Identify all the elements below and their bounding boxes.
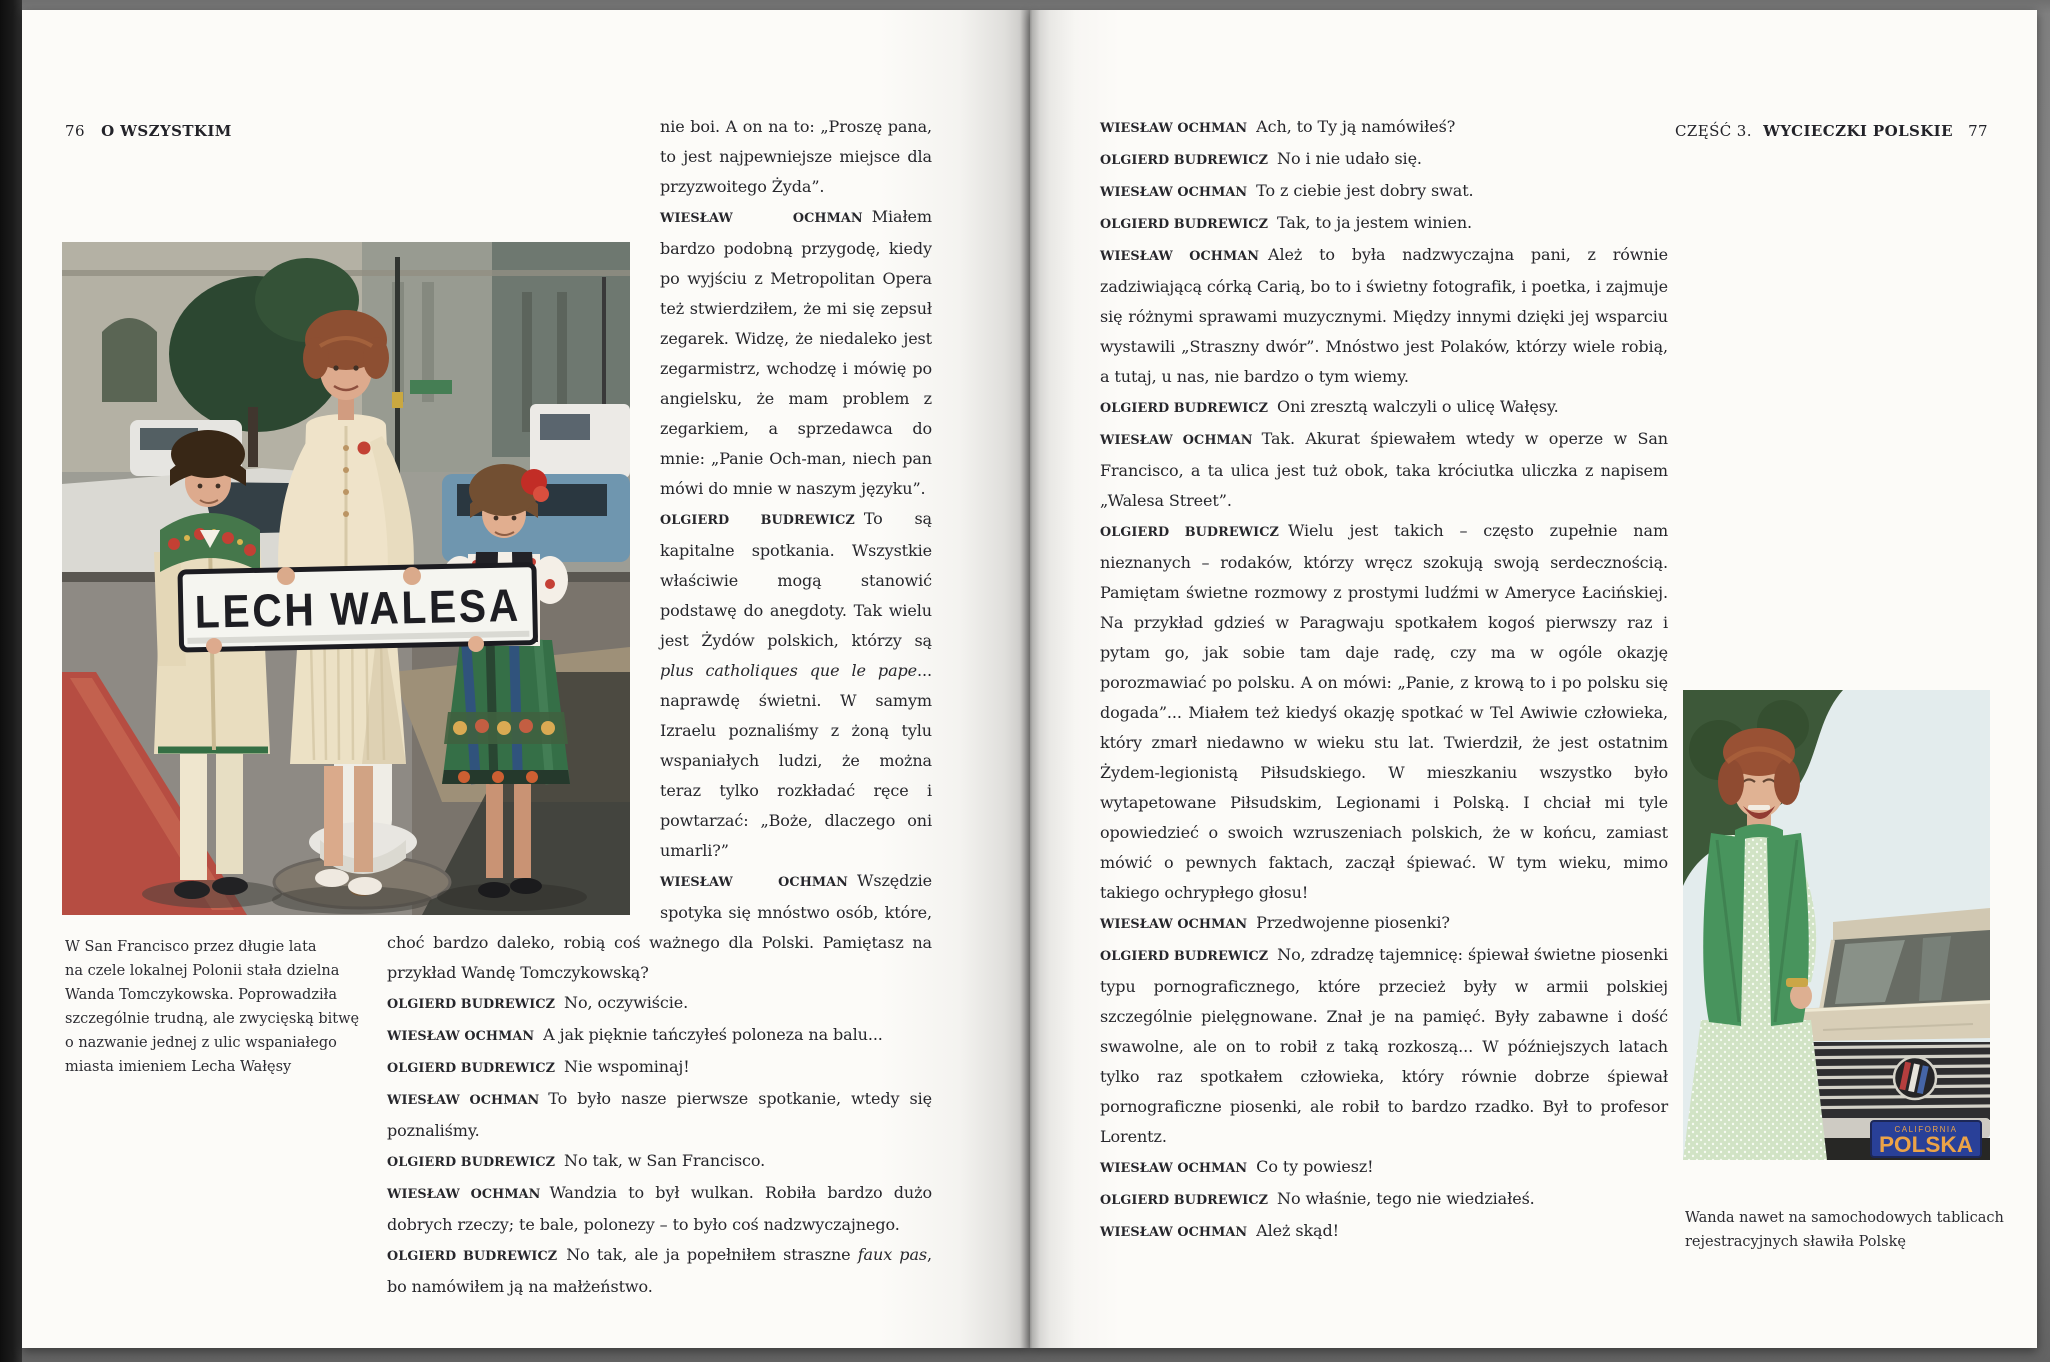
dialogue-right [1100, 112, 1668, 1248]
speaker-label: OLGIERD BUDREWICZ [660, 513, 855, 528]
speaker-label: WIESŁAW OCHMAN [1100, 433, 1253, 448]
speaker-label: WIESŁAW OCHMAN [387, 1187, 541, 1202]
speaker-label: WIESŁAW OCHMAN [1100, 1225, 1248, 1240]
photo-float-spacer [387, 231, 660, 905]
caption-line: Wanda nawet na samochodowych tablicach [1685, 1210, 2004, 1226]
dialogue-turn: OLGIERD BUDREWICZ No, zdradzę tajemnicę: śpiewał świetne piosenki typu pornograficznego, które przecież były w armii polskiej szczególnie pielęgnowane. Znał je na pamięć. Były zabawne i dość swawolne, ale on to robił z taką rozkoszą... W późniejszych latach tylko raz spotkałem człowieka, który równie dobrze śpiewał pornograficzne piosenki, ale robił to bardzo rzadko. Był to profesor Lorentz. [1100, 945, 1668, 1146]
caption-line: W San Francisco przez długie lata [65, 939, 317, 955]
speaker-label: WIESŁAW OCHMAN [660, 211, 863, 226]
dialogue-turn: nie boi. A on na to: „Proszę pana, to jest najpewniejsze miejsce dla przyzwoitego Żyda”. [660, 117, 932, 196]
running-head-right [1675, 122, 1988, 140]
speaker-label: OLGIERD BUDREWICZ [1100, 949, 1269, 964]
caption-line: miasta imieniem Lecha Wałęsy [65, 1059, 292, 1075]
speaker-label: OLGIERD BUDREWICZ [1100, 153, 1269, 168]
dialogue-turn: OLGIERD BUDREWICZ Oni zresztą walczyli o ulicę Wałęsy. [1100, 397, 1559, 416]
running-title: WYCIECZKI POLSKIE [1763, 122, 1953, 140]
dialogue-turn: OLGIERD BUDREWICZ Wielu jest takich – często zupełnie nam nieznanych – rodaków, którzy wręcz szokują swoją serdecznością. Pamiętam świetne rozmowy z prostymi ludźmi w Ameryce Łacińskiej. Na przykład gdzieś w Paragwaju spotkałem kogoś pierwszy raz i pytam go, jak sobie tam daje radę, czy ma w ogóle okazję porozmawiać po polsku. A on mówi: „Panie, z krową to i po polsku się dogada”... Miałem też kiedyś okazję spotkać w Tel Awiwie człowieka, który zmarł niedawno w wieku stu lat. Twierdził, że jest ostatnim Żydem-legionistą Piłsudskiego. W mieszkaniu wszystko było wytapetowane Piłsudskim, Legionami i Polską. I chciał mi tyle opowiedzieć o swoich wzruszeniach polskich, że w końcu, zamiast mówić o pewnych faktach, zaczął śpiewać. W tym wieku, mimo takiego ochrypłego głosu! [1100, 521, 1669, 902]
dialogue-turn: WIESŁAW OCHMAN To z ciebie jest dobry swat. [1100, 181, 1474, 200]
dialogue-turn: WIESŁAW OCHMAN Ach, to Ty ją namówiłeś? [1100, 117, 1456, 136]
speaker-label: OLGIERD BUDREWICZ [387, 1061, 556, 1076]
left-text-column [387, 112, 932, 1302]
right-text-column [1100, 112, 1668, 1248]
speaker-label: WIESŁAW OCHMAN [1100, 917, 1248, 932]
dialogue-turn: OLGIERD BUDREWICZ No tak, ale ja popełniłem straszne faux pas, bo namówiłem ją na małżeństwo. [387, 1245, 932, 1296]
dialogue-turn: OLGIERD BUDREWICZ No właśnie, tego nie wiedziałeś. [1100, 1189, 1535, 1208]
page-right [1030, 10, 2037, 1348]
dialogue-turn: WIESŁAW OCHMAN Co ty powiesz! [1100, 1157, 1374, 1176]
caption-line: szczególnie trudną, ale zwycięską bitwę [65, 1011, 360, 1027]
caption-line: Wanda Tomczykowska. Poprowadziła [65, 987, 337, 1003]
dialogue-turn: WIESŁAW OCHMAN To było nasze pierwsze spotkanie, wtedy się poznaliśmy. [387, 1089, 933, 1140]
dialogue-turn: WIESŁAW OCHMAN Wszędzie spotyka się mnóstwo osób, które, choć bardzo daleko, robią coś ważnego dla Polski. Pamiętasz na przykład Wandę Tomczykowską? [387, 871, 932, 982]
speaker-label: OLGIERD BUDREWICZ [387, 1155, 556, 1170]
dialogue-turn: WIESŁAW OCHMAN Przedwojenne piosenki? [1100, 913, 1450, 932]
dialogue-turn: OLGIERD BUDREWICZ To są kapitalne spotkania. Wszystkie właściwie mogą stanowić podstawę do anegdoty. Tak wielu jest Żydów polskich, którzy są plus catholiques que le pape... naprawdę świetni. W samym Izraelu poznaliśmy z żoną tylu wspaniałych ludzi, że można teraz tylko rozkładać ręce i powtarzać: „Boże, dlaczego oni umarli?” [660, 509, 933, 860]
photo-caption-left [65, 935, 400, 1079]
license-plate-text: POLSKA [1879, 1132, 1974, 1157]
dialogue-turn: OLGIERD BUDREWICZ No i nie udało się. [1100, 149, 1422, 168]
photo-caption-right [1685, 1206, 2020, 1254]
dialogue-turn: WIESŁAW OCHMAN Ależ skąd! [1100, 1221, 1339, 1240]
photo-illustration-wanda-car [1683, 690, 1990, 1160]
photo-polska-plate [1683, 690, 1990, 1160]
dialogue-turn: WIESŁAW OCHMAN Wandzia to był wulkan. Robiła bardzo dużo dobrych rzeczy; te bale, polonezy – to było coś nadzwyczajnego. [387, 1183, 933, 1234]
page-number: 76 [65, 122, 85, 140]
part-label: CZĘŚĆ 3. [1675, 122, 1752, 140]
speaker-label: OLGIERD BUDREWICZ [1100, 401, 1269, 416]
running-title: O WSZYSTKIM [101, 122, 232, 140]
speaker-label: OLGIERD BUDREWICZ [1100, 525, 1279, 540]
speaker-label: WIESŁAW OCHMAN [660, 875, 848, 890]
dialogue-turn: OLGIERD BUDREWICZ Nie wspominaj! [387, 1057, 690, 1076]
speaker-label: WIESŁAW OCHMAN [1100, 249, 1260, 264]
speaker-label: OLGIERD BUDREWICZ [1100, 1193, 1269, 1208]
page-number: 77 [1968, 122, 1988, 140]
speaker-label: WIESŁAW OCHMAN [1100, 1161, 1248, 1176]
caption-line: na czele lokalnej Polonii stała dzielna [65, 963, 340, 979]
speaker-label: WIESŁAW OCHMAN [1100, 121, 1248, 136]
dialogue-turn: WIESŁAW OCHMAN Miałem bardzo podobną przygodę, kiedy po wyjściu z Metropolitan Opera też stwierdziłem, że mi się zepsuł zegarek. Widzę, że niedaleko jest zegarmistrz, wchodzę i mówię po angielsku, że mam problem z zegarkiem, a sprzedawca do mnie: „Panie Och-man, niech pan mówi do mnie w naszym języku”. [660, 207, 932, 498]
book-cover-edge [0, 0, 22, 1362]
dialogue-turn: WIESŁAW OCHMAN Ależ to była nadzwyczajna pani, z równie zadziwiającą córką Carią, bo to i świetny fotografik, i poetka, i zajmuje się różnymi sprawami muzycznymi. Między innymi dzięki jej wsparciu wystawili „Straszny dwór”. Mnóstwo jest Polaków, którzy wiele robią, a tutaj, u nas, nie bardzo o tym wiemy. [1100, 245, 1668, 386]
caption-line: o nazwanie jednej z ulic wspaniałego [65, 1035, 337, 1051]
speaker-label: WIESŁAW OCHMAN [387, 1093, 540, 1108]
speaker-label: WIESŁAW OCHMAN [1100, 185, 1248, 200]
page-left [22, 10, 1030, 1348]
running-head-left [65, 122, 232, 140]
caption-line: rejestracyjnych sławiła Polskę [1685, 1234, 1906, 1250]
speaker-label: OLGIERD BUDREWICZ [387, 1249, 558, 1264]
dialogue-turn: OLGIERD BUDREWICZ No, oczywiście. [387, 993, 689, 1012]
dialogue-turn: WIESŁAW OCHMAN Tak. Akurat śpiewałem wtedy w operze w San Francisco, a ta ulica jest tuż obok, taka króciutka uliczka z napisem „Walesa Street”. [1100, 429, 1669, 510]
dialogue-turn: OLGIERD BUDREWICZ Tak, to ja jestem winien. [1100, 213, 1473, 232]
speaker-label: OLGIERD BUDREWICZ [387, 997, 556, 1012]
license-plate-region: CALIFORNIA [1894, 1125, 1958, 1134]
speaker-label: OLGIERD BUDREWICZ [1100, 217, 1269, 232]
street-sign-text: LECH WALESA [194, 578, 564, 638]
speaker-label: WIESŁAW OCHMAN [387, 1029, 535, 1044]
dialogue-turn: OLGIERD BUDREWICZ No tak, w San Francisco. [387, 1151, 766, 1170]
dialogue-turn: WIESŁAW OCHMAN A jak pięknie tańczyłeś poloneza na balu... [387, 1025, 883, 1044]
